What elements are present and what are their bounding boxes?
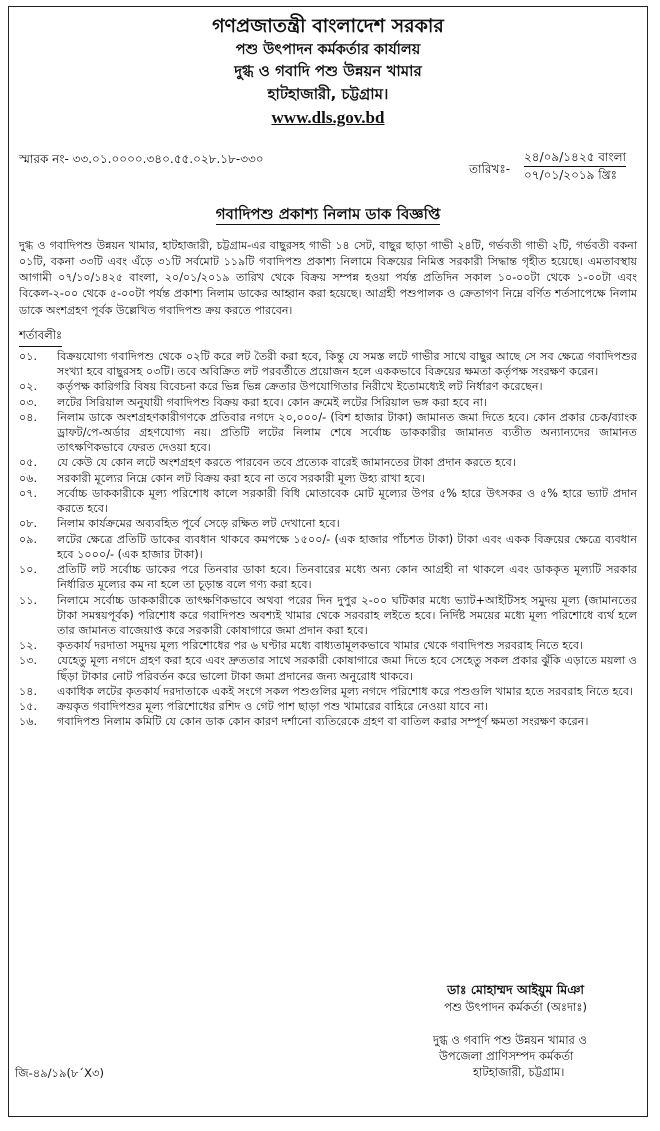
term-item [19, 638, 637, 653]
term-number: ০৯. [19, 532, 38, 546]
signatory-office-line-2: উপজেলা প্রাণিসম্পদ কর্মকর্তা [438, 1049, 574, 1064]
terms-list [19, 349, 637, 730]
term-number: ০১. [19, 349, 38, 363]
date-bangla: ২৪/০৯/১৪২৫ বাংলা [524, 149, 626, 167]
memo-number: স্মারক নং- ৩৩.০১.০০০০.৩৪০.৫৫.০২৮.১৮-৩৩০ [19, 151, 264, 166]
office-location: হাটহাজারী, চট্টগ্রাম। [267, 84, 389, 103]
term-text: লটের সিরিয়াল অনুযায়ী গবাদিপশু বিক্রয় করা হবে। কোন ক্রমেই লটের সিরিয়াল ভঙ্গ করা হবে না। [57, 395, 488, 409]
term-text: প্রতিটি লট সর্বোচ্চ ডাকের পরে তিনবার ডাকা হবে। তিনবারের মধ্যে অন্য কোন আগ্রহী না থাকলে এবং ডাককৃত মূল্যটি সরকার নির্ধারিত মূল্যের কম না হলে তা চূড়ান্ত বলে গণ্য করা হবে। [57, 563, 637, 592]
term-text: ক্রয়কৃত গবাদিপশুর মূল্য পরিশোধের রশিদ ও গেট পাশ ছাড়া পশু খামারের বাহিরে নেওয়া যাবে না। [57, 700, 488, 714]
term-item [19, 684, 637, 699]
term-text: সরকারী মূল্যের নিম্নে কোন লট বিক্রয় করা হবে না তবে সরকারী মূল্য উহ্য রাখা হবে। [57, 471, 425, 485]
term-item [19, 714, 637, 729]
notice-page [8, 6, 648, 1117]
term-item [19, 653, 637, 683]
term-number: ১২. [19, 639, 38, 653]
letterhead [19, 15, 637, 129]
term-number: ১৪. [19, 684, 38, 698]
term-number: ১১. [19, 593, 38, 607]
term-number: ০৫. [19, 456, 38, 470]
term-text: নিলামে সর্বোচ্চ ডাককারীকে তাৎক্ষণিকভাবে অথবা পরের দিন দুপুর ২-০০ ঘটিকার মধ্যে ভ্যাট+আইটিসহ সমুদয় মূল্য (জামানতের টাকা সমন্বয়পূর্বক) পরিশোধ করে গবাদিপশু অবশ্যই খামার থেকে সরবরাহ লইতে হবে। নির্দিষ্ট সময়ের মধ্যে মূল্য পরিশোধে ব্যর্থ হলে তার জামানত বাজেয়াপ্ত করে সরকারী কোষাগারে জমা প্রদান করা হবে। [57, 593, 637, 638]
term-item [19, 486, 637, 516]
term-text: নিলাম কার্যক্রমের অব্যবহিত পূর্বে সেড়ে রক্ষিত লট দেখানো হবে। [57, 517, 340, 531]
term-text: লটের ক্ষেত্রে প্রতিটি ডাকের ব্যবধান থাকবে কমপক্ষে ১৫০০/- (এক হাজার পাঁচশত টাকা) টাকা এবং একক বিক্রয়ের ক্ষেত্রে ব্যবধান হবে ১০০০/- (এক হাজার টাকা)। [57, 532, 637, 561]
signatory-office-line-3: হাটহাজারী, চট্টগ্রাম। [472, 1065, 565, 1080]
term-number: ০৪. [19, 410, 38, 424]
signatory-designation: পশু উৎপাদন কর্মকর্তা (অঃদাঃ) [444, 1000, 587, 1015]
term-number: ১৩. [19, 654, 38, 668]
term-item [19, 699, 637, 714]
office-name: পশু উৎপাদন কর্মকর্তার কার্যালয় [235, 41, 421, 58]
term-item [19, 349, 637, 379]
farm-name: দুগ্ধ ও গবাদি পশু উন্নয়ন খামার [234, 61, 422, 80]
term-item [19, 379, 637, 394]
notice-title: গবাদিপশু প্রকাশ্য নিলাম ডাক বিজ্ঞপ্তি [215, 204, 441, 223]
term-text: কৃতকার্য দরদাতা সমুদয় মূল্য পরিশোধের পর ৬ ঘণ্টার মধ্যে বাধ্যতামূলকভাবে খামার থেকে গবাদিপশু সরবরাহ নিতে হবে। [57, 639, 583, 653]
term-item [19, 395, 637, 410]
term-text: একাধিক লটের কৃতকার্য দরদাতাকে একই সংগে সকল পশুগুলির মূল্য নগদে পরিশোধ করে পশুগুলি খামার হতে সরবরাহ নিতে হবে। [57, 684, 634, 698]
term-number: ০৬. [19, 471, 38, 485]
signatory-name: ডাঃ মোহাম্মদ আইয়ুম মিঞা [447, 982, 585, 997]
term-text: গবাদিপশু নিলাম কমিটি যে কোন ডাক কোন কারণ দর্শানো ব্যতিরেকে গ্রহণ বা বাতিল করার সম্পূর্ণ ক্ষমতা সংরক্ষণ করেন। [57, 715, 589, 729]
term-item [19, 471, 637, 486]
term-number: ০৭. [19, 486, 38, 500]
signatory-office-line-1: দুগ্ধ ও গবাদি পশু উন্নয়ন খামার ও [432, 1033, 587, 1047]
term-item [19, 410, 637, 456]
term-text: সর্বোচ্চ ডাককারীকে মূল্য পরিশোধ কালে সরকারী বিধি মোতাবেক মোট মূল্যের উপর ৫% হারে উৎসকর ও ৫% হারে ভ্যাট প্রদান করতে হবে। [57, 486, 637, 516]
term-text: নিলাম ডাকে অংশগ্রহণকারীগণকে প্রতিবার নগদে ২০,০০০/- (বিশ হাজার টাকা) জামানত জমা দিতে হবে। কোন প্রকার চেক/ব্যাংক ড্রাফট/পে-অর্ডার গ্রহণযোগ্য নয়। প্রতিটি লটের নিলাম শেষে সর্বোচ্চ ডাককারীর জামানত ব্যতীত অন্যান্যদের জামানত তাৎক্ষণিকভাবে ফেরত দেওয়া হবে। [57, 410, 637, 455]
date-english: ০৭/০১/২০১৯ খ্রিঃ [524, 167, 618, 182]
term-number: ১০. [19, 563, 38, 577]
government-title: গণপ্রজাতন্ত্রী বাংলাদেশ সরকার [212, 15, 444, 37]
term-text: বিক্রয়যোগ্য গবাদিপশু থেকে ০২টি করে লট তৈরী করা হবে, কিন্তু যে সমস্ত লটে গাভীর সাথে বাছুর আছে সে সব ক্ষেত্রে গবাদিপশুর সংখ্যা হবে বাছুরসহ ০৩টি। তবে অবিক্রিত লট পরবর্তীতে প্রয়োজন হলে এককভাবে বিক্রয়ের ক্ষমতা কর্তৃপক্ষ সংরক্ষণ করেন। [57, 349, 637, 379]
term-item [19, 516, 637, 531]
term-item [19, 532, 637, 562]
signature-block [444, 981, 587, 1016]
term-number: ০৩. [19, 395, 38, 409]
intro-paragraph: দুগ্ধ ও গবাদিপশু উন্নয়ন খামার, হাটহাজারী, চট্টগ্রাম-এর বাছুরসহ গাভী ১৪ সেট, বাছুর ছাড়া গাভী ২৪টি, গর্ভবতী গাভী ২টি, গর্ভবতী বকনা ০১টি, বকনা ৩৩টি এবং এঁড়ে ৩১টি সর্বমোট ১১৯টি গবাদিপশু প্রকাশ্য নিলামে বিক্রয়ের নিমিত্ত সরকারী সিদ্ধান্ত গৃহীত হয়েছে। এমতাবস্থায় আগামী ০৭/১০/১৪২৫ বাংলা, ২০/০১/২০১৯ তারিখ থেকে বিক্রয় সম্পন্ন হওয়া পর্যন্ত প্রতিদিন সকাল ১০-০০টা থেকে ১-০০টা এবং বিকেল-২-০০ থেকে ৫-০০টা পর্যন্ত প্রকাশ্য নিলাম ডাকের আহ্বান করা হয়েছে। আগ্রহী পশুপালক ও ক্রেতাগণ নিম্নে বর্ণিত শর্তসাপেক্ষে নিলাম ডাকে অংশগ্রহণ পূর্বক উল্লেখিত গবাদিপশু ক্রয় করতে পারবেন। [19, 238, 637, 317]
term-item [19, 593, 637, 639]
term-text: যে কেউ যে কোন লটে অংশগ্রহণ করতে পারবেন তবে প্রত্যেক বারেই জামানতের টাকা প্রদান করতে হবে। [57, 456, 516, 470]
date-block [524, 149, 626, 183]
terms-heading: শর্তাবলীঃ [19, 327, 62, 347]
term-text: কর্তৃপক্ষ কারিগরি বিষয় বিবেচনা করে ভিন্ন ভিন্ন ক্রেতার উপযোগিতার নিরীখে ইতোমধ্যেই লট নির্ধারণ করেছেন। [57, 380, 543, 394]
date-label: তারিখঃ- [469, 161, 511, 176]
term-number: ১৫. [19, 700, 38, 714]
term-text: যেহেতু মূল্য নগদে গ্রহণ করা হবে এবং দ্রুততার সাথে সরকারী কোষাগারে জমা দিতে হবে সেহেতু সকল প্রকার ঝুঁকি এড়াতে ময়লা ও ছিঁড়া টাকার নোট পরিবর্তন করে ভালো টাকা জমা প্রদানের জন্য অনুরোধ থাকবে। [57, 654, 637, 683]
term-number: ০২. [19, 380, 38, 394]
term-number: ০৮. [19, 517, 38, 531]
website-link[interactable]: www.dls.gov.bd [271, 108, 385, 128]
ad-code: জি-৪৯/১৯(৮´X৩) [15, 1066, 104, 1080]
notice-title-wrap [19, 203, 637, 228]
term-item [19, 562, 637, 592]
term-item [19, 455, 637, 470]
signature-office [433, 1032, 587, 1080]
reference-block [19, 149, 637, 193]
term-number: ১৬. [19, 715, 38, 729]
